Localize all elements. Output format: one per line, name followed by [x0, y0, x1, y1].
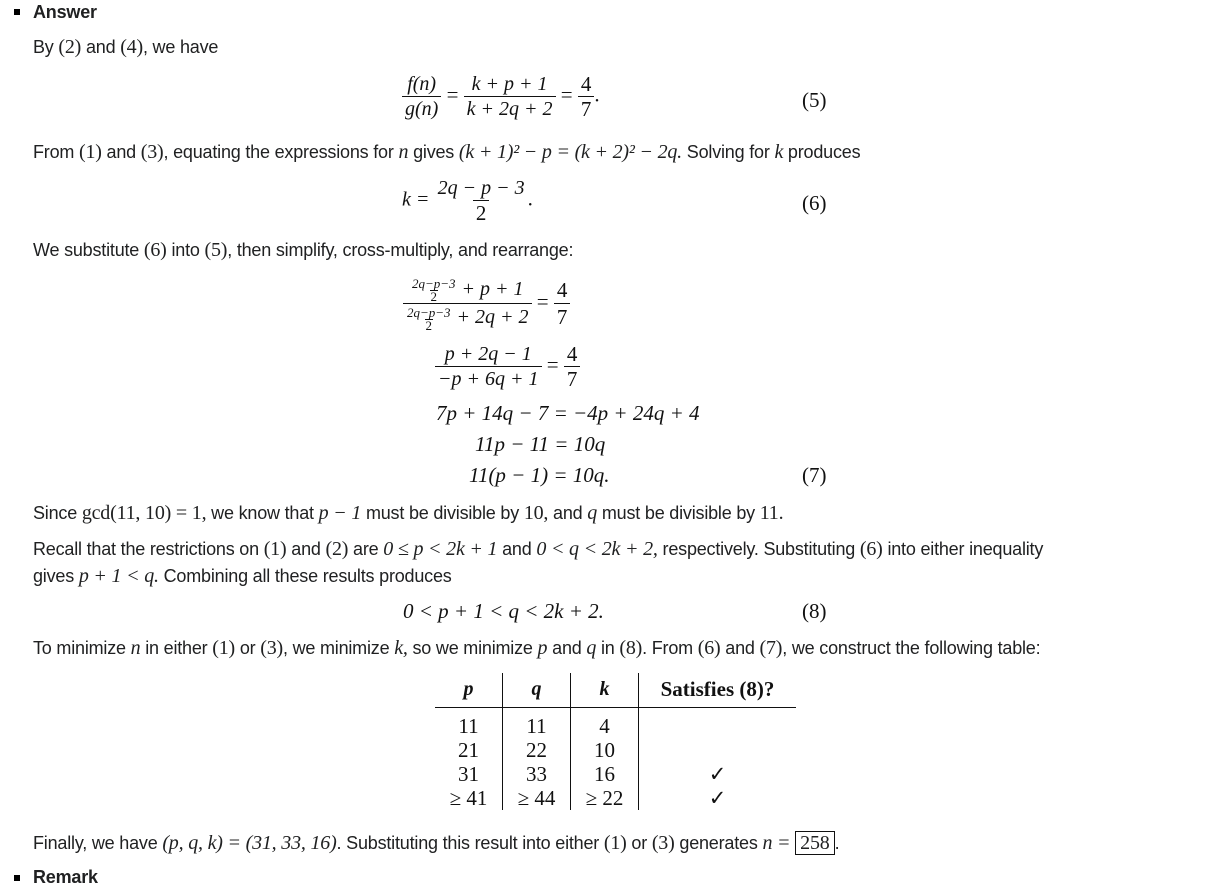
table-cell: 31 — [435, 762, 503, 786]
math-expression: (k + 1)² − p = (k + 2)² − 2q. — [458, 141, 682, 163]
table-cell: 11 — [435, 708, 503, 739]
text: generates — [674, 833, 763, 853]
equation-ref: (2) — [325, 538, 349, 560]
text: and — [101, 142, 141, 162]
fraction-numerator: k + p + 1 — [471, 73, 548, 95]
text: or — [626, 833, 652, 853]
math-var: q — [587, 502, 598, 524]
table-row — [435, 762, 796, 786]
section-heading-remark: Remark — [33, 867, 98, 887]
equation-ref: (6) — [697, 637, 721, 659]
check-icon: ✓ — [708, 786, 727, 810]
equation-ref: (3) — [651, 832, 675, 854]
text: are — [348, 539, 384, 559]
fraction-denominator: 2 — [430, 289, 438, 305]
fraction-numerator: 4 — [556, 278, 568, 303]
equation-7-line-3: 7p + 14q − 7 = −4p + 24q + 4 — [436, 401, 700, 425]
text: into — [166, 240, 205, 260]
pqk-table — [435, 673, 796, 810]
math-var: k — [774, 141, 784, 163]
equation-7-line-2: $\frac{p + 2q - 1}{-p + 6q + 1}$ = $\frac{4}{7}$ — [435, 342, 580, 391]
text: , we minimize — [282, 638, 395, 658]
math-expression: (p, q, k) = (31, 33, 16) — [162, 832, 337, 854]
fraction-numerator: 2q − p − 3 — [437, 177, 525, 199]
table-cell: 16 — [571, 762, 639, 786]
bullet-icon — [14, 9, 20, 15]
fraction-denominator: k + 2q + 2 — [464, 96, 556, 121]
text: To minimize — [33, 638, 131, 658]
text: Finally, we have — [33, 833, 163, 853]
math-var: n — [398, 141, 409, 163]
equation-ref: (1) — [212, 637, 236, 659]
math-expression: gcd(11, 10) = 1, — [81, 502, 207, 524]
fraction-denominator: 7 — [564, 366, 581, 391]
table-cell: 4 — [571, 708, 639, 739]
math-var: k, — [394, 637, 408, 659]
equation-ref: (5) — [204, 239, 228, 261]
math-expression: k = — [402, 188, 430, 211]
text: , we have — [142, 37, 219, 57]
table-row — [435, 708, 796, 739]
text: By — [33, 37, 59, 57]
equation-7-line-1: $\frac{2q-p-3}{2}$ + p + 1 $\frac{2q-p-3}{2}$ + 2q + 2 = $\frac{4}{7}$ — [403, 276, 570, 332]
text: produces — [783, 142, 861, 162]
text: in either — [140, 638, 213, 658]
fraction-denominator: 2 — [473, 200, 490, 225]
text: respectively. Substituting — [657, 539, 860, 559]
text: . From — [642, 638, 698, 658]
text: , equating the expressions for — [163, 142, 399, 162]
equation-ref: (3) — [260, 637, 283, 659]
fraction-numerator: 4 — [580, 72, 592, 96]
fraction-denominator: 2 — [425, 317, 433, 333]
table-header: Satisfies (8)? — [639, 673, 797, 708]
equation-ref: (4) — [120, 36, 143, 58]
text: , then simplify, cross-multiply, and rearrange: — [227, 240, 574, 260]
fraction-denominator: 7 — [554, 303, 571, 330]
fraction-denominator: −p + 6q + 1 — [435, 366, 542, 391]
text: must be divisible by — [361, 503, 524, 523]
table-cell: 10 — [571, 738, 639, 762]
fraction-denominator: 7 — [578, 96, 595, 121]
math-expression: n = — [762, 832, 791, 854]
table-cell: ≥ 22 — [571, 786, 639, 810]
math-var: p — [537, 637, 548, 659]
paragraph-equating — [33, 141, 860, 163]
table-cell — [639, 738, 797, 762]
equation-7-line-5: 11(p − 1) = 10q. — [469, 463, 610, 487]
table-header: q — [503, 673, 571, 708]
bullet-icon — [14, 875, 20, 881]
text: . Substituting this result into either — [336, 833, 604, 853]
math-expression: 11. — [759, 502, 784, 524]
equation-ref: (8) — [619, 637, 643, 659]
equation-tag: (5) — [802, 88, 827, 112]
table-cell: 21 — [435, 738, 503, 762]
math-expression: + 2q + 2 — [456, 306, 529, 329]
fraction-numerator: p + 2q − 1 — [444, 343, 532, 365]
fraction-numerator: f(n) — [407, 73, 437, 95]
text: From — [33, 142, 79, 162]
equation-8: 0 < p + 1 < q < 2k + 2. — [403, 599, 604, 623]
text: and — [547, 638, 587, 658]
math-expression: p − 1 — [318, 502, 362, 524]
equation-ref: (3) — [140, 141, 164, 163]
text: and — [497, 539, 537, 559]
math-var: n — [130, 637, 141, 659]
paragraph-substitute — [33, 239, 573, 261]
final-answer-box: 258 — [795, 831, 834, 855]
text: We substitute — [33, 240, 144, 260]
text: and — [720, 638, 760, 658]
math-expression: 10, — [523, 502, 549, 524]
text: Recall that the restrictions on — [33, 539, 264, 559]
table-cell — [639, 708, 797, 739]
math-expression: p + 1 < q. — [78, 565, 159, 587]
table-header: p — [435, 673, 503, 708]
math-var: q — [586, 637, 597, 659]
equation-ref: (1) — [79, 141, 102, 163]
fraction-denominator: g(n) — [402, 96, 441, 121]
text: we know that — [206, 503, 319, 523]
text: and — [286, 539, 326, 559]
text: Since — [33, 503, 82, 523]
table-cell: 11 — [503, 708, 571, 739]
equation-ref: (6) — [143, 239, 167, 261]
math-expression: 0 ≤ p < 2k + 1 — [383, 538, 498, 560]
math-expression: 0 < q < 2k + 2, — [536, 538, 658, 560]
equation-ref: (7) — [759, 637, 783, 659]
text: and — [548, 503, 588, 523]
table-cell: 33 — [503, 762, 571, 786]
text: Solving for — [681, 142, 775, 162]
table-cell: 22 — [503, 738, 571, 762]
text: into either inequality — [882, 539, 1044, 559]
equation-ref: (1) — [603, 832, 627, 854]
equation-tag: (7) — [802, 463, 827, 487]
math-expression: + p + 1 — [461, 278, 524, 300]
text: must be divisible by — [597, 503, 760, 523]
table-row — [435, 786, 796, 810]
text: gives — [33, 566, 79, 586]
text: Combining all these results produces — [158, 566, 452, 586]
paragraph-intro — [33, 36, 218, 58]
fraction-numerator: 4 — [566, 342, 578, 366]
equation-7-line-4: 11p − 11 = 10q — [475, 432, 606, 456]
text: , we construct the following table: — [782, 638, 1041, 658]
paragraph-final — [33, 832, 839, 854]
text: . — [834, 833, 840, 853]
equation-ref: (2) — [58, 36, 82, 58]
equation-ref: (6) — [859, 538, 883, 560]
equation-6: k = $\frac{2q - p - 3}{2}$ . — [402, 177, 533, 225]
table-cell: ≥ 41 — [435, 786, 503, 810]
equation-ref: (1) — [263, 538, 287, 560]
section-heading-answer: Answer — [33, 2, 97, 22]
text: in — [596, 638, 620, 658]
text: and — [81, 37, 121, 57]
table-header: k — [571, 673, 639, 708]
equation-tag: (6) — [802, 191, 827, 215]
table-row — [435, 738, 796, 762]
fraction-numerator: 2q−p−3 — [412, 276, 456, 292]
text: so we minimize — [407, 638, 538, 658]
check-icon: ✓ — [708, 762, 727, 786]
equation-5: $\frac{f(n)}{g(n)}$ = $\frac{k + p + 1}{k + 2q + 2}$ = $\frac{4}{7}$ . — [402, 72, 600, 121]
table-header-row — [435, 673, 796, 708]
text: gives — [408, 142, 459, 162]
paragraph-gcd — [33, 502, 783, 524]
equation-tag: (8) — [802, 599, 827, 623]
paragraph-minimize — [33, 637, 1040, 659]
text: or — [235, 638, 261, 658]
paragraph-restrictions-line-1 — [33, 538, 1043, 560]
paragraph-restrictions-line-2 — [33, 565, 452, 587]
fraction-numerator: 2q−p−3 — [407, 304, 451, 320]
table-cell: ≥ 44 — [503, 786, 571, 810]
